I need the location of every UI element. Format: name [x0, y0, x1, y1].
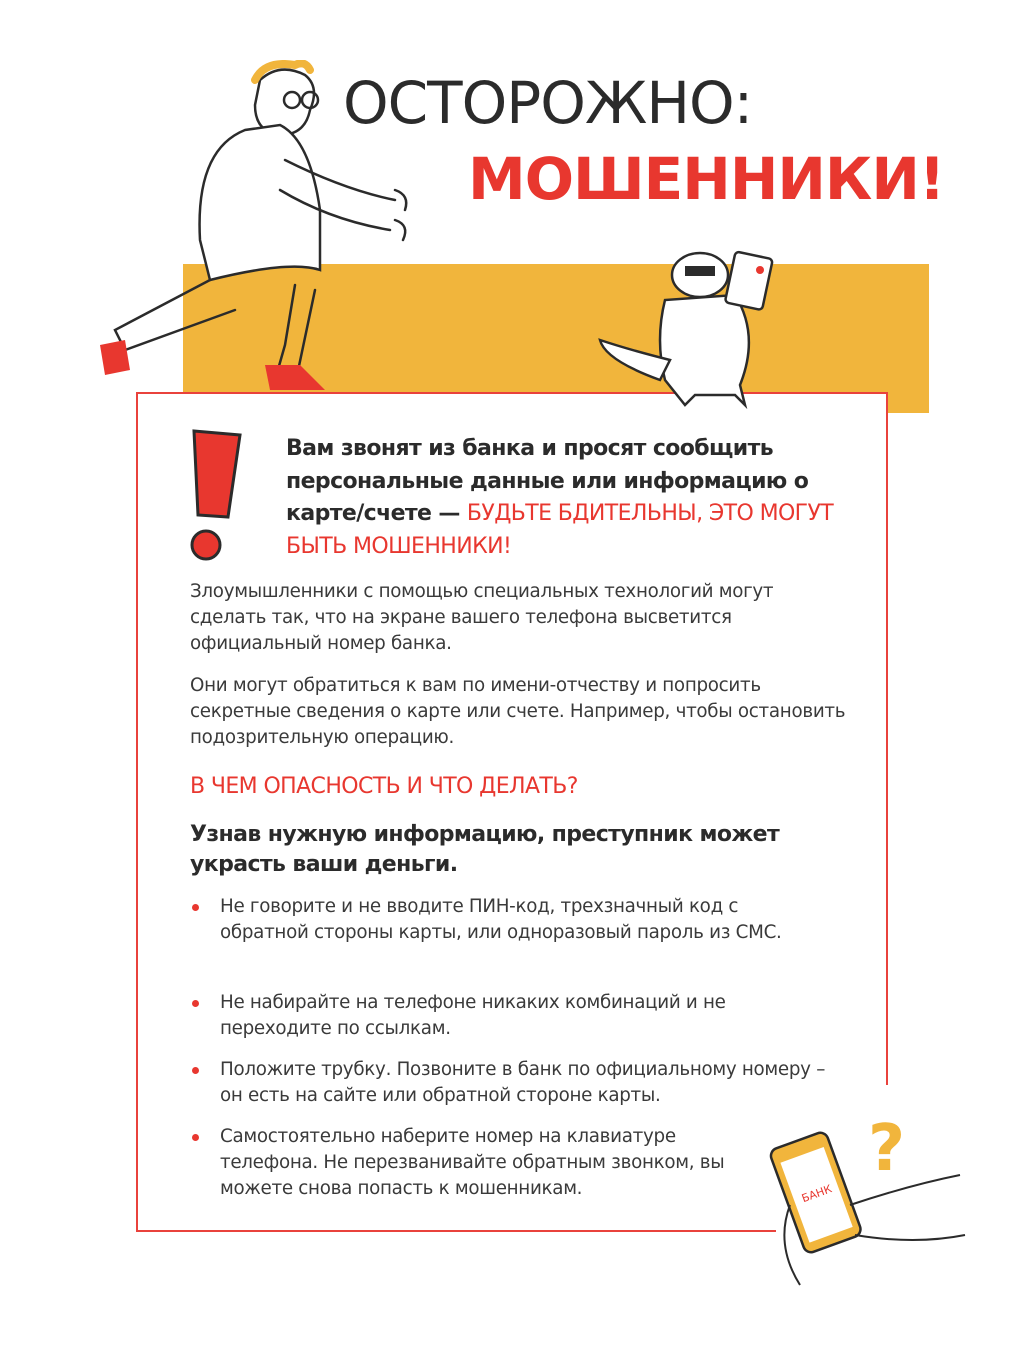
section-subheading: Узнав нужную информацию, преступник может украсть ваши деньги.: [190, 822, 780, 877]
warning-lead: [286, 433, 846, 563]
bullet-icon: [192, 1067, 199, 1074]
phone-screen-text: БАНК: [799, 1182, 834, 1206]
list-item: [190, 990, 770, 1042]
warning-lead-text: Вам звонят из банка и просят сообщить персональные данные или информацию о карте/счете —: [286, 436, 809, 526]
exclamation-icon: [186, 425, 246, 565]
title-caution: ОСТОРОЖНО:: [343, 69, 753, 137]
list-item: [190, 894, 800, 946]
question-mark-icon: ?: [868, 1112, 906, 1186]
bullet-icon: [192, 1134, 199, 1141]
raccoon-with-card-illustration: [590, 240, 790, 410]
list-item-text: Не говорите и не вводите ПИН-код, трехзначный код с обратной стороны карты, или одноразовый пароль из СМС.: [220, 896, 782, 943]
list-item-text: Не набирайте на телефоне никаких комбинаций и не переходите по ссылкам.: [220, 992, 726, 1039]
box-border-right: [886, 392, 888, 1085]
warning-alert-text: БУДЬТЕ БДИТЕЛЬНЫ, ЭТО МОГУТ БЫТЬ МОШЕННИКИ!: [286, 501, 834, 559]
paragraph-caller-id: Злоумышленники с помощью специальных технологий могут сделать так, что на экране вашего телефона высветится официальный номер банка.: [190, 581, 774, 654]
list-item-text: Положите трубку. Позвоните в банк по официальному номеру – он есть на сайте или обратной стороне карты.: [220, 1059, 826, 1106]
list-item: [190, 1057, 850, 1109]
paragraph-requests: Они могут обратиться к вам по имени-отчеству и попросить секретные сведения о карте или счете. Например, чтобы остановить подозрительную операцию.: [190, 675, 846, 748]
title-fraudsters: МОШЕННИКИ!: [468, 145, 945, 213]
running-man-illustration: [95, 60, 425, 405]
box-border-bottom: [136, 1230, 776, 1232]
bullet-icon: [192, 1000, 199, 1007]
list-item-text: Самостоятельно наберите номер на клавиатуре телефона. Не перезванивайте обратным звонком, вы можете снова попасть к мошенникам.: [220, 1126, 725, 1199]
phone-in-hand-illustration: [760, 1095, 980, 1295]
section-heading: В ЧЕМ ОПАСНОСТЬ И ЧТО ДЕЛАТЬ?: [190, 774, 578, 799]
box-border-left: [136, 392, 138, 1232]
list-item: [190, 1124, 770, 1202]
bullet-icon: [192, 904, 199, 911]
